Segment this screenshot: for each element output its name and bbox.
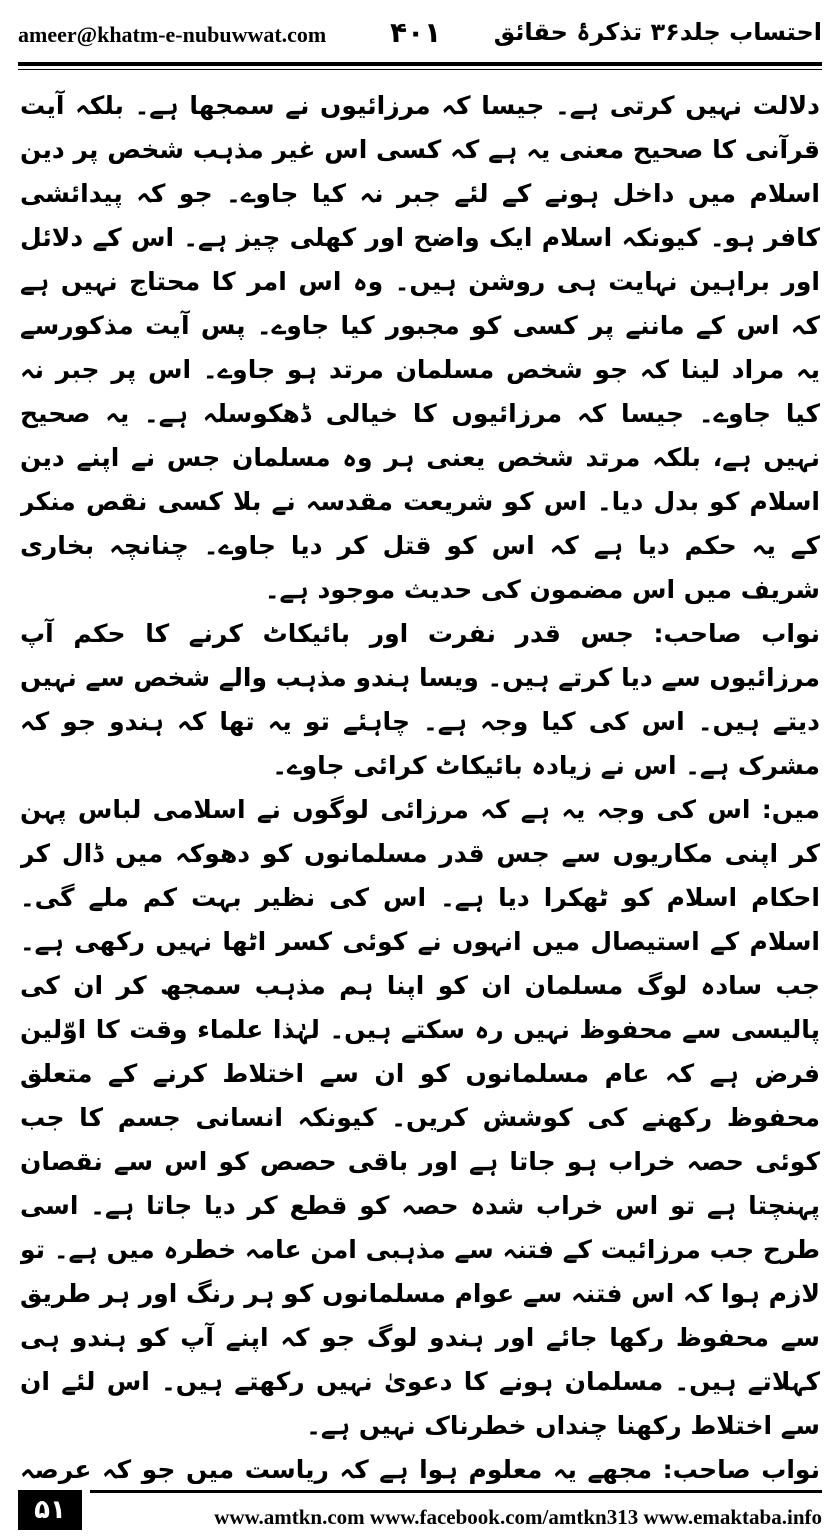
header-divider [18,62,822,66]
paragraph-text: اس کی وجہ یہ ہے کہ مرزائی لوگوں نے اسلامی لباس پہن کر اپنی مکاریوں سے جس قدر مسلمانوں کو دھوکہ میں ڈال کر احکام اسلام کو ٹھکرا دیا ہے۔ اس کی نظیر بہت کم ملے گی۔ اسلام کے استیصال میں انہوں نے کوئی کسر اٹھا نہیں رکھی ہے۔ جب سادہ لوگ مسلمان ان کو اپنا ہم مذہب سمجھ کر ان کی پالیسی سے محفوظ نہیں رہ سکتے ہیں۔ لہٰذا علماء وقت کا اوّلین فرض ہے کہ عام مسلمانوں کو ان سے اختلاط کرنے کے متعلق محفوظ رکھنے کی کوشش کریں۔ کیونکہ انسانی جسم کا جب کوئی حصہ خراب ہو جاتا ہے اور باقی حصص کو اس سے نقصان پہنچتا ہے تو اس خراب شدہ حصہ کو قطع کر دیا جاتا ہے۔ اسی طرح جب مرزائیت کے فتنہ سے مذہبی امن عامہ خطرہ میں ہے۔ تو لازم ہوا کہ اس فتنہ سے عوام مسلمانوں کو ہر رنگ اور ہر طریق سے محفوظ رکھا جائے اور ہندو لوگ جو کہ اپنے آپ کو ہندو ہی کہلاتے ہیں۔ مسلمان ہونے کا دعویٰ نہیں رکھتے ہیں۔ اس لئے ان سے اختلاط رکھنا چنداں خطرناک نہیں ہے۔ [20,795,820,1440]
paragraph-text: جس قدر نفرت اور بائیکاٹ کرنے کا حکم آپ مرزائیوں سے دیا کرتے ہیں۔ ویسا ہندو مذہب والے شخص سے نہیں دیتے ہیں۔ اس کی کیا وجہ ہے۔ چاہئے تو یہ تھا کہ ہندو جو کہ مشرک ہے۔ اس نے زیادہ بائیکاٹ کرائی جاوے۔ [20,619,820,780]
header-divider-thin [18,69,822,70]
speaker-label: میں: [761,795,820,824]
body-text [20,84,820,1484]
page-footer [18,1486,822,1532]
paragraph [20,1448,820,1484]
paragraph-text: مجھے یہ معلوم ہوا ہے کہ ریاست میں جو کہ عرصہ [20,1455,653,1484]
paragraph-text: دلالت نہیں کرتی ہے۔ جیسا کہ مرزائیوں نے سمجھا ہے۔ بلکہ آیت قرآنی کا صحیح معنی یہ ہے کہ کسی اس غیر مذہب شخص پر دین اسلام میں داخل ہونے کے لئے جبر نہ کیا جاوے۔ جو کہ پیدائشی کافر ہو۔ کیونکہ اسلام ایک واضح اور کھلی چیز ہے۔ اس کے دلائل اور براہین نہایت ہی روشن ہیں۔ وہ اس امر کا محتاج نہیں ہے کہ اس کے ماننے پر کسی کو مجبور کیا جاوے۔ پس آیت مذکورسے یہ مراد لینا کہ جو شخص مسلمان مرتد ہو جاوے۔ اس پر جبر نہ کیا جاوے۔ جیسا کہ مرزائیوں کا خیالی ڈھکوسلہ ہے۔ یہ صحیح نہیں ہے، بلکہ مرتد شخص یعنی ہر وہ مسلمان جس نے اپنے دین اسلام کو بدل دیا۔ اس کو شریعت مقدسہ نے بلا کسی نقص منکر کے یہ حکم دیا ہے کہ اس کو قتل کر دیا جاوے۔ چنانچہ بخاری شریف میں اس مضمون کی حدیث موجود ہے۔ [20,91,820,604]
footer-divider [90,1490,822,1493]
page-header [18,12,822,56]
book-title: احتساب جلد۳۶ تذکرۂ حقائق [493,18,822,46]
sheet-number-badge: ۵۱ [18,1490,82,1530]
header-email[interactable]: ameer@khatm-e-nubuwwat.com [18,22,327,47]
footer-links[interactable]: www.amtkn.com www.facebook.com/amtkn313 www.emaktaba.info [214,1505,822,1529]
paragraph [20,84,820,612]
paragraph [20,788,820,1448]
speaker-label: نواب صاحب: [662,1455,820,1484]
paragraph [20,612,820,788]
page-number: ۴۰۱ [390,16,442,49]
speaker-label: نواب صاحب: [653,619,820,648]
